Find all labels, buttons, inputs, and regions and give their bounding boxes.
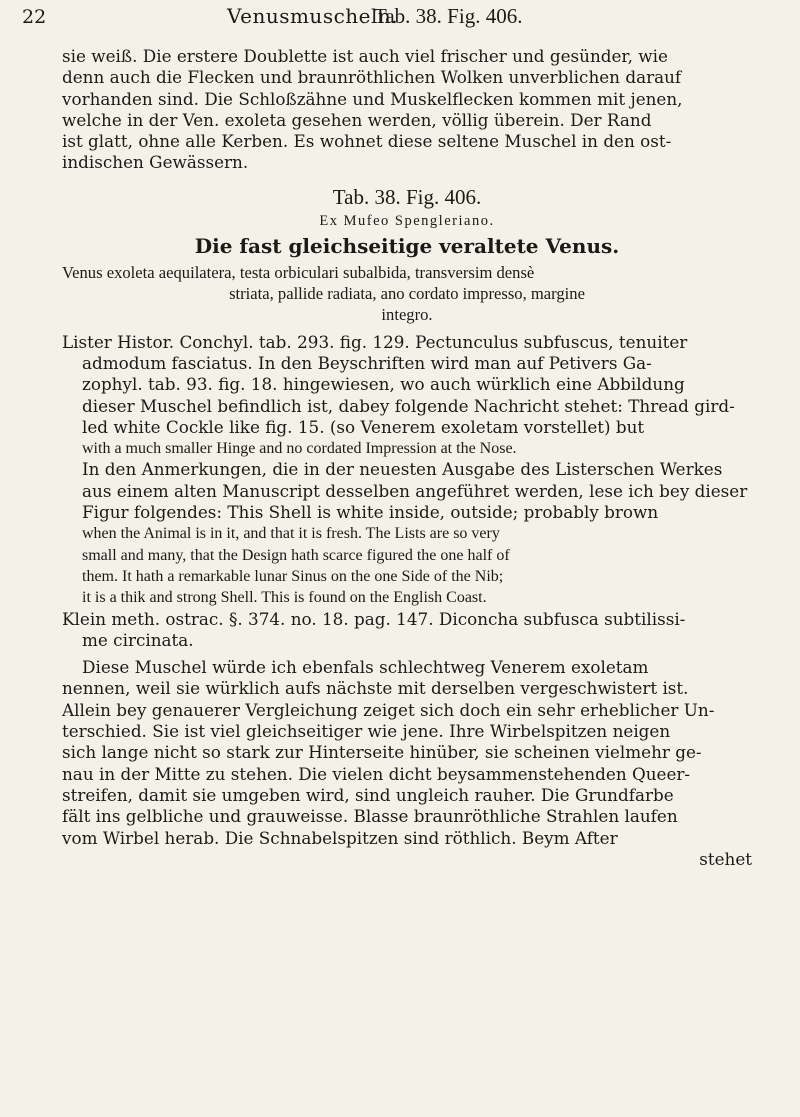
- text-line: it is a thik and strong Shell. This is found on the English Coast.: [82, 589, 487, 607]
- text-line: vorhanden sind. Die Schloßzähne und Muskelflecken kommen mit jenen,: [62, 88, 683, 109]
- page-number: 22: [22, 6, 47, 28]
- header-tab-reference: Tab. 38. Fig. 406.: [374, 4, 523, 28]
- text-line: Diese Muschel würde ich ebenfals schlechtweg Venerem exoletam: [82, 657, 649, 678]
- text-line: terschied. Sie ist viel gleichseitiger wie jene. Ihre Wirbelspitzen neigen: [62, 721, 671, 742]
- lister-reference: [62, 332, 752, 609]
- text-line: Klein meth. ostrac. §. 374. no. 18. pag. 147. Diconcha subfusca subtilissi-: [62, 608, 686, 629]
- text-line: vom Wirbel herab. Die Schnabelspitzen sind röthlich. Beym After: [62, 827, 618, 848]
- text-line: nennen, weil sie würklich aufs nächste mit derselben vergeschwistert ist.: [62, 678, 689, 699]
- text-line: admodum fasciatus. In den Beyschriften wird man auf Petivers Ga-: [82, 352, 652, 373]
- text-line: striata, pallide radiata, ano cordato impresso, margine: [229, 284, 585, 304]
- body-text: [62, 46, 752, 870]
- text-line: small and many, that the Design hath scarce figured the one half of: [82, 546, 510, 564]
- text-line: integro.: [381, 305, 433, 325]
- text-line: Figur folgendes: This Shell is white inside, outside; probably brown: [82, 502, 659, 523]
- text-line: ist glatt, ohne alle Kerben. Es wohnet diese seltene Muschel in den ost-: [62, 131, 672, 152]
- text-line: indischen Gewässern.: [62, 152, 249, 173]
- section-museum: Ex Mufeo Spengleriano.: [319, 212, 495, 229]
- section-german-title: Die fast gleichseitige veraltete Venus.: [194, 233, 620, 258]
- text-line: streifen, damit sie umgeben wird, sind ungleich rauher. Die Grundfarbe: [62, 784, 674, 805]
- text-line: fält ins gelbliche und grauweisse. Blasse braunröthliche Strahlen laufen: [62, 806, 678, 827]
- text-line: zophyl. tab. 93. fig. 18. hingewiesen, wo auch würklich eine Abbildung: [82, 374, 685, 395]
- text-line: denn auch die Flecken und braunröthlichen Wolken unverblichen darauf: [62, 67, 682, 88]
- running-title: Venusmuscheln.: [227, 4, 399, 28]
- text-line: when the Animal is in it, and that it is fresh. The Lists are so very: [82, 525, 500, 543]
- klein-reference: [62, 609, 752, 652]
- text-line: me circinata.: [82, 629, 194, 650]
- text-line: sie weiß. Die erstere Doublette ist auch viel frischer und gesünder, wie: [62, 46, 668, 66]
- page-header: [22, 4, 740, 44]
- text-line: aus einem alten Manuscript desselben angeführet werden, lese ich bey dieser: [82, 480, 748, 501]
- text-line: In den Anmerkungen, die in der neuesten Ausgabe des Listerschen Werkes: [82, 459, 723, 480]
- text-line: welche in der Ven. exoleta gesehen werden, völlig überein. Der Rand: [62, 109, 652, 130]
- text-line: dieser Muschel befindlich ist, dabey folgende Nachricht stehet: Thread gird-: [82, 395, 735, 416]
- intro-paragraph: [62, 46, 752, 174]
- text-line: sich lange nicht so stark zur Hinterseite hinüber, sie scheinen vielmehr ge-: [62, 742, 702, 763]
- text-line: Allein bey genauerer Vergleichung zeiget sich doch ein sehr erheblicher Un-: [62, 699, 715, 720]
- text-line: Lister Histor. Conchyl. tab. 293. fig. 129. Pectunculus subfuscus, tenuiter: [62, 331, 688, 352]
- section-tab-fig: Tab. 38. Fig. 406.: [332, 184, 482, 209]
- text-line: Venus exoleta aequilatera, testa orbiculari subalbida, transversim densè: [62, 262, 535, 282]
- text-line: with a much smaller Hinge and no cordated Impression at the Nose.: [82, 440, 517, 458]
- text-line: nau in der Mitte zu stehen. Die vielen dicht beysammenstehenden Queer-: [62, 763, 691, 784]
- catchword: stehet: [699, 848, 752, 869]
- text-line: them. It hath a remarkable lunar Sinus on the one Side of the Nib;: [82, 567, 504, 585]
- text-line: led white Cockle like fig. 15. (so Venerem exoletam vorstellet) but: [82, 416, 645, 437]
- latin-description: [62, 262, 752, 326]
- closing-paragraph: [62, 657, 752, 870]
